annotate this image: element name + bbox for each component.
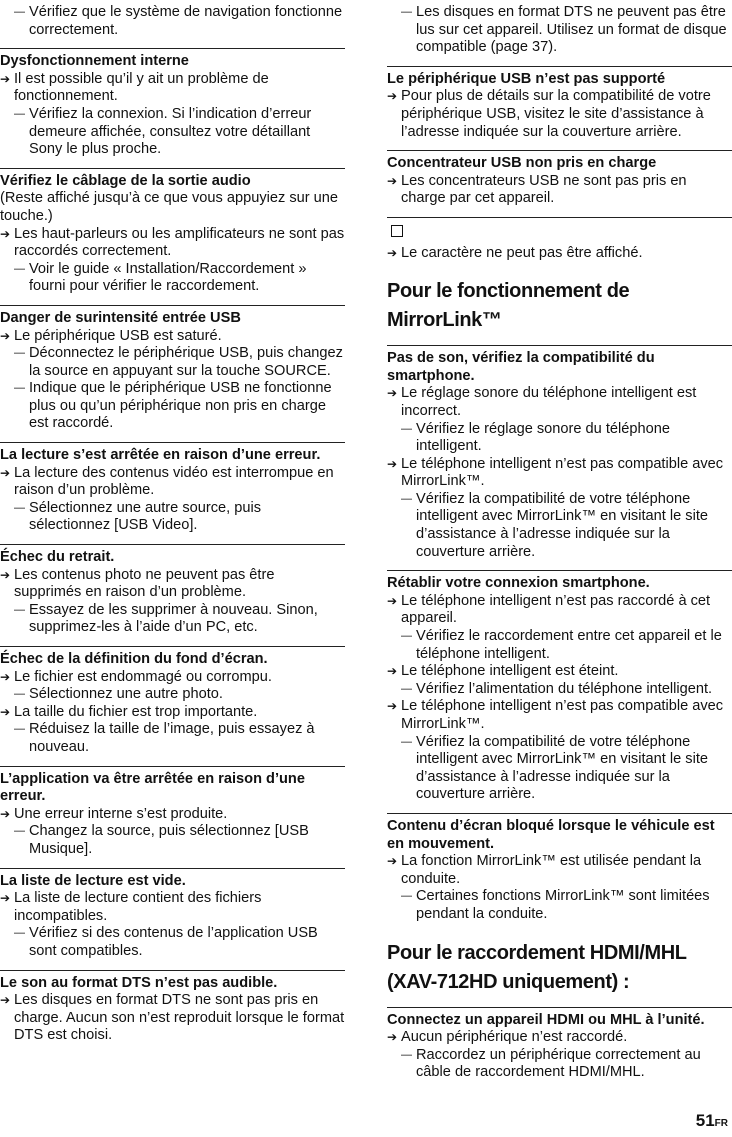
message-heading: Le périphérique USB n’est pas supporté <box>387 70 666 87</box>
cause-line: ➔ Les contenus photo ne peuvent pas être supprimés en raison d’un problème. <box>0 567 345 602</box>
section-title-mirrorlink: Pour le fonctionnement de MirrorLink™ <box>387 280 630 332</box>
message-block <box>387 345 732 570</box>
cause-line: ➔ La taille du fichier est trop importante. <box>0 704 345 722</box>
message-heading: La lecture s’est arrêtée en raison d’une erreur. <box>0 447 321 464</box>
remedy-line: — Voir le guide « Installation/Raccordement » fourni pour vérifier le raccordement. <box>0 261 345 296</box>
message-block <box>0 544 345 646</box>
page-number <box>696 1112 728 1133</box>
message-block <box>0 442 345 544</box>
cause-line: ➔ Le téléphone intelligent n’est pas compatible avec MirrorLink™. <box>387 698 732 733</box>
cause-line: ➔ Le téléphone intelligent n’est pas raccordé à cet appareil. <box>387 593 732 628</box>
message-block <box>0 970 345 1054</box>
section-title-hdmi: Pour le raccordement HDMI/MHL (XAV-712HD uniquement) : <box>387 941 687 993</box>
cause-line: ➔ La lecture des contenus vidéo est interrompue en raison d’un problème. <box>0 465 345 500</box>
cause-line: ➔ Le téléphone intelligent n’est pas compatible avec MirrorLink™. <box>387 456 732 491</box>
message-block <box>387 1007 732 1091</box>
message-heading: La liste de lecture est vide. <box>0 872 186 889</box>
remedy-line: — Réduisez la taille de l’image, puis essayez à nouveau. <box>0 721 345 756</box>
remedy-line: — Vérifiez la compatibilité de votre téléphone intelligent avec MirrorLink™ en visitant le site d’assistance à l’adresse indiquée sur la couverture arrière. <box>387 491 732 561</box>
remedy-line: — Vérifiez l’alimentation du téléphone intelligent. <box>387 681 732 699</box>
message-block <box>0 646 345 766</box>
remedy-line: — Vérifiez le réglage sonore du téléphone intelligent. <box>387 421 732 456</box>
message-heading: Contenu d’écran bloqué lorsque le véhicule est en mouvement. <box>387 817 715 852</box>
cause-line: ➔ Le fichier est endommagé ou corrompu. <box>0 669 345 687</box>
message-heading: Échec de la définition du fond d’écran. <box>0 651 268 667</box>
cause-line: ➔ Le caractère ne peut pas être affiché. <box>387 245 732 263</box>
page-language: FR <box>714 1118 728 1130</box>
continuation-block <box>387 0 732 66</box>
remedy-line: — Vérifiez la connexion. Si l’indication d’erreur demeure affichée, consultez votre détaillant Sony le plus proche. <box>0 106 345 159</box>
remedy-line: — Les disques en format DTS ne peuvent pas être lus sur cet appareil. Utilisez un format de disque compatible (page 37). <box>387 4 732 57</box>
message-heading: Pas de son, vérifiez la compatibilité du smartphone. <box>387 350 655 384</box>
message-block <box>0 868 345 970</box>
cause-line: ➔ Aucun périphérique n’est raccordé. <box>387 1029 732 1047</box>
cause-line: ➔ Une erreur interne s’est produite. <box>0 806 345 824</box>
message-block <box>387 570 732 813</box>
cause-line: ➔ Il est possible qu’il y ait un problème de fonctionnement. <box>0 71 345 106</box>
remedy-line: — Raccordez un périphérique correctement au câble de raccordement HDMI/MHL. <box>387 1047 732 1082</box>
unsupported-character-block <box>387 217 732 271</box>
remedy-line: — Vérifiez le raccordement entre cet appareil et le téléphone intelligent. <box>387 628 732 663</box>
message-heading: Le son au format DTS n’est pas audible. <box>0 974 278 991</box>
remedy-line: — Changez la source, puis sélectionnez [USB Musique]. <box>0 823 345 858</box>
message-block <box>0 766 345 868</box>
cause-line: ➔ Pour plus de détails sur la compatibilité de votre périphérique USB, visitez le site d’assistance à l’adresse indiquée sur la couverture arrière. <box>387 88 732 141</box>
remedy-line: — Déconnectez le périphérique USB, puis changez la source en appuyant sur la touche SOURCE. <box>0 345 345 380</box>
cause-line: ➔ Les concentrateurs USB ne sont pas pris en charge par cet appareil. <box>387 173 732 208</box>
cause-line: ➔ Le périphérique USB est saturé. <box>0 328 345 346</box>
message-block <box>387 66 732 150</box>
cause-line: ➔ Les disques en format DTS ne sont pas pris en charge. Aucun son n’est reproduit lorsque le format DTS est choisi. <box>0 992 345 1045</box>
continuation-block <box>0 0 345 48</box>
message-block <box>387 150 732 217</box>
left-column <box>0 0 345 1054</box>
message-heading: L’application va être arrêtée en raison d’une erreur. <box>0 770 305 805</box>
cause-line: ➔ La fonction MirrorLink™ est utilisée pendant la conduite. <box>387 853 732 888</box>
remedy-line: — Indique que le périphérique USB ne fonctionne plus ou qu’un périphérique non pris en charge est raccordé. <box>0 380 345 433</box>
remedy-line: — Vérifiez si des contenus de l’application USB sont compatibles. <box>0 925 345 960</box>
message-heading: Dysfonctionnement interne <box>0 53 189 70</box>
message-heading: Danger de surintensité entrée USB <box>0 309 241 326</box>
message-heading: Rétablir votre connexion smartphone. <box>387 575 650 592</box>
cause-line: ➔ La liste de lecture contient des fichiers incompatibles. <box>0 890 345 925</box>
right-blocks-usb <box>387 66 732 217</box>
message-heading: Connectez un appareil HDMI ou MHL à l’unité. <box>387 1011 705 1028</box>
message-heading: Échec du retrait. <box>0 549 115 566</box>
message-heading: Concentrateur USB non pris en charge <box>387 155 657 172</box>
right-column <box>387 0 732 1091</box>
cause-line: ➔ Le réglage sonore du téléphone intelligent est incorrect. <box>387 385 732 420</box>
message-heading: Vérifiez le câblage de la sortie audio <box>0 172 251 189</box>
cause-line: ➔ Le téléphone intelligent est éteint. <box>387 663 732 681</box>
box-symbol-icon <box>391 225 403 237</box>
remedy-line: — Essayez de les supprimer à nouveau. Sinon, supprimez-les à l’aide d’un PC, etc. <box>0 602 345 637</box>
remedy-line: — Sélectionnez une autre photo. <box>0 686 345 704</box>
remedy-line: — Vérifiez la compatibilité de votre téléphone intelligent avec MirrorLink™ en visitant le site d’assistance à l’adresse indiquée sur la couverture arrière. <box>387 734 732 804</box>
left-blocks <box>0 48 345 1054</box>
message-description: (Reste affiché jusqu’à ce que vous appuyiez sur une touche.) <box>0 190 339 224</box>
remedy-line: — Sélectionnez une autre source, puis sélectionnez [USB Video]. <box>0 500 345 535</box>
remedy-line: — Certaines fonctions MirrorLink™ sont limitées pendant la conduite. <box>387 888 732 923</box>
message-block <box>0 48 345 168</box>
right-blocks-hdmi <box>387 1007 732 1091</box>
page-number-value: 51 <box>695 1111 715 1131</box>
message-block <box>0 305 345 442</box>
cause-line: ➔ Les haut-parleurs ou les amplificateurs ne sont pas raccordés correctement. <box>0 226 345 261</box>
remedy-line: — Vérifiez que le système de navigation fonctionne correctement. <box>0 4 345 39</box>
message-block <box>0 168 345 305</box>
message-block <box>387 813 732 933</box>
right-blocks-mirrorlink <box>387 345 732 932</box>
